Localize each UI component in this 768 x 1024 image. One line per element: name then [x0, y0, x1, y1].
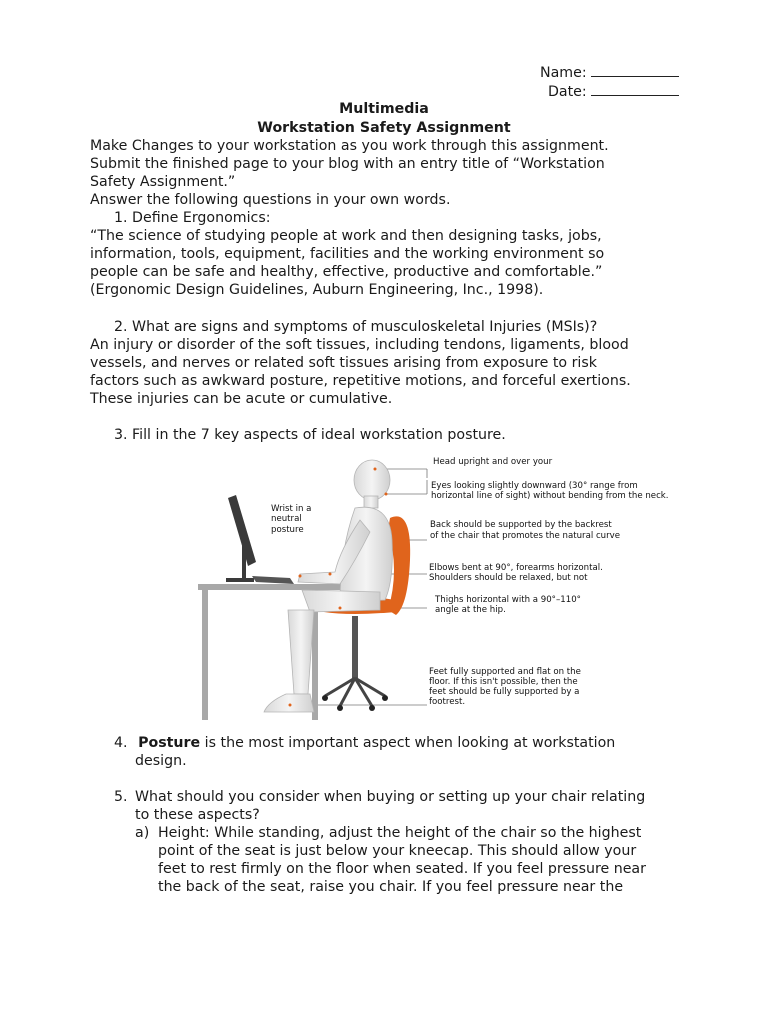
- wrist-label-line: Wrist in a: [271, 504, 312, 514]
- course-title: Multimedia: [339, 101, 429, 117]
- question-5-line: to these aspects?: [135, 807, 260, 823]
- keyboard: [252, 576, 294, 584]
- question-4: [114, 734, 615, 752]
- name-blank[interactable]: [591, 64, 679, 77]
- thighs-label-line: angle at the hip.: [435, 605, 506, 615]
- back-label-line: of the chair that promotes the natural curve: [430, 531, 621, 541]
- elbows-label-line: Elbows bent at 90°, forearms horizontal.: [429, 563, 603, 573]
- question-4-number: 4.: [114, 735, 128, 751]
- date-line: [548, 83, 679, 101]
- date-label: Date:: [548, 84, 592, 100]
- question-1: 1. Define Ergonomics:: [114, 210, 271, 226]
- name-line: [540, 64, 679, 82]
- answer-2-line: These injuries can be acute or cumulative.: [90, 391, 393, 407]
- intro-line: Answer the following questions in your own words.: [90, 192, 451, 208]
- feet-label-line: feet should be fully supported by a: [429, 687, 580, 697]
- intro-line: Safety Assignment.”: [90, 174, 236, 190]
- head-label: Head upright and over your: [433, 457, 553, 467]
- intro-line: Submit the finished page to your blog with an entry title of “Workstation: [90, 156, 605, 172]
- date-blank[interactable]: [591, 83, 679, 96]
- answer-1-line: (Ergonomic Design Guidelines, Auburn Engineering, Inc., 1998).: [90, 282, 544, 298]
- question-5-number: 5.: [114, 789, 128, 805]
- monitor: [226, 495, 256, 582]
- wrist-label-line: posture: [271, 525, 304, 535]
- feet-label-line: Feet fully supported and flat on the: [429, 667, 581, 677]
- answer-2-line: An injury or disorder of the soft tissues, including tendons, ligaments, blood: [90, 337, 629, 353]
- elbows-label-line: Shoulders should be relaxed, but not: [429, 573, 588, 583]
- answer-1-line: “The science of studying people at work and then designing tasks, jobs,: [90, 228, 602, 244]
- intro-line: Make Changes to your workstation as you work through this assignment.: [90, 138, 609, 154]
- question-3: 3. Fill in the 7 key aspects of ideal workstation posture.: [114, 427, 506, 443]
- answer-1-line: information, tools, equipment, facilities and the working environment so: [90, 246, 605, 262]
- workstation-posture-figure: [190, 450, 690, 725]
- feet-label-line: floor. If this isn't possible, then the: [429, 677, 578, 687]
- question-4-bold-term: Posture: [138, 735, 201, 751]
- answer-2-line: vessels, and nerves or related soft tissues arising from exposure to risk: [90, 355, 597, 371]
- answer-1-line: people can be safe and healthy, effective, productive and comfortable.”: [90, 264, 603, 280]
- eyes-label-line: Eyes looking slightly downward (30° range from: [431, 481, 638, 491]
- sub-item-a-line: the back of the seat, raise you chair. If you feel pressure near the: [158, 879, 624, 895]
- assignment-title: Workstation Safety Assignment: [257, 120, 511, 136]
- sub-item-a-line: point of the seat is just below your kneecap. This should allow your: [158, 843, 637, 859]
- sub-item-a-line: feet to rest firmly on the floor when seated. If you feel pressure near: [158, 861, 646, 877]
- question-2: 2. What are signs and symptoms of musculoskeletal Injuries (MSIs)?: [114, 319, 598, 335]
- name-label: Name:: [540, 65, 592, 81]
- question-5-line: What should you consider when buying or setting up your chair relating: [135, 789, 646, 805]
- answer-2-line: factors such as awkward posture, repetitive motions, and forceful exertions.: [90, 373, 631, 389]
- back-label-line: Back should be supported by the backrest: [430, 520, 612, 530]
- thighs-label-line: Thighs horizontal with a 90°–110°: [435, 595, 581, 605]
- question-4-line2: design.: [135, 753, 187, 769]
- wrist-label-line: neutral: [271, 514, 302, 524]
- sub-item-a-line: Height: While standing, adjust the height of the chair so the highest: [158, 825, 642, 841]
- sub-item-a-label: a): [135, 825, 150, 841]
- eyes-label-line: horizontal line of sight) without bending from the neck.: [431, 491, 669, 501]
- feet-label-line: footrest.: [429, 697, 466, 707]
- question-4-text: is the most important aspect when looking at workstation: [200, 735, 616, 751]
